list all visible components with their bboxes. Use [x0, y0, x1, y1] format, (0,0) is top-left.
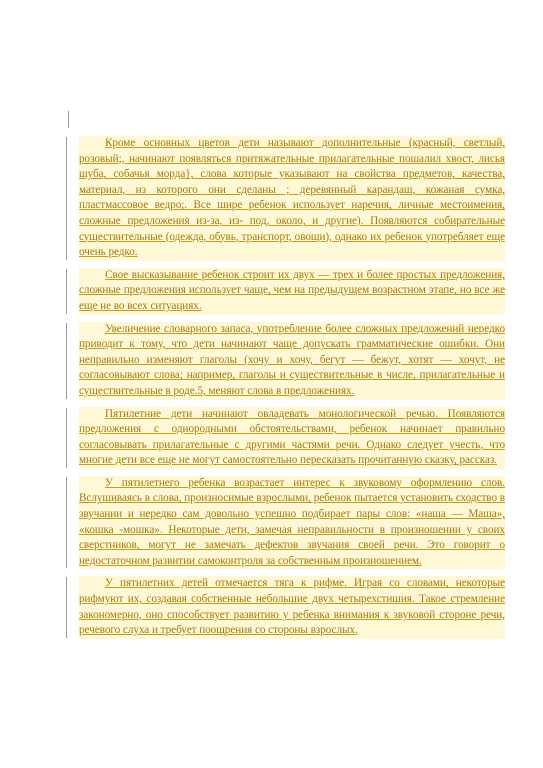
paragraph-5-text: У пятилетнего ребенка возрастает интерес к звуковому оформлению слов. Вслушиваясь в слова, произносимые взрослыми, ребенок пытается установить сходство в звучании и нередко сам довольно успешно подбирает пары слов: «наша — Маша», «кошка -мошка». Некоторые дети, замечая неправильности в произношении у своих сверстников, могут не замечать дефектов звучания своей речи. Это говорит о недостаточном развитии самоконтроля за собственным произношением.	[79, 476, 505, 567]
paragraph-6[interactable]	[79, 576, 505, 638]
change-bar	[66, 408, 67, 468]
paragraph-3[interactable]	[79, 322, 505, 400]
paragraph-4[interactable]	[79, 407, 505, 469]
document-body[interactable]	[79, 136, 505, 646]
paragraph-2-text: Свое высказывание ребенок строит их двух — трех и более простых предложения, сложные предложения использует чаще, чем на предыдущем возрастном этапе, но все же еще не во всех ситуациях.	[79, 268, 505, 312]
change-bar	[66, 477, 67, 569]
change-bar	[66, 137, 67, 260]
paragraph-4-text: Пятилетние дети начинают овладевать монологической речью. Появляются предложения с однородными обстоятельствами, ребенок начинает правильно согласовывать прилагательные с другими частями речи. Однако следует учесть, что многие дети все еще не могут самостоятельно пересказать прочитанную сказку, рассказ.	[79, 407, 505, 467]
paragraph-1-text: Кроме основных цветов дети называют дополнительные (красный, светлый, розовый;, начинают появляться притяжательные прилагательные пошалил хвост, лисья шуба, собачья морда}, слова которые указывают на свойства предметов, качества, материал, из которого они сделаны ; деревянный карандаш, кожаная сумка, пластмассовое ведро;. Все шире ребенок использует наречия, личные местоимения, сложные предложения из-за, из- под, около, и другие). Появляются собирательные существительные (одежда, обувь, транспорт, овощи), однако их ребенок употребляет еще очень редко.	[79, 137, 505, 259]
paragraph-2[interactable]	[79, 268, 505, 315]
paragraph-3-text: Увеличение словарного запаса, употребление более сложных предложений нередко приводит к тому, что дети начинают чаще допускать грамматические ошибки. Они неправильно изменяют глаголы (хочу и хочу, бегут — бежут, хотят — хочут, не согласовывают слова; например, глаголы и существительные в числе, прилагательные и существительные в роде.5, меняют слова в предложениях.	[79, 322, 505, 397]
paragraph-6-text: У пятилетних детей отмечается тяга к рифме. Играя со словами, некоторые рифмуют их, создавая собственные небольшие двух четырехстишия. Такое стремление закономерно, оно способствует развитию у ребенка внимания к звуковой стороне речи, речевого слуха и требует поощрения со стороны взрослых.	[79, 577, 505, 637]
change-bar	[66, 323, 67, 399]
text-cursor-mark	[68, 111, 69, 128]
change-bar	[66, 577, 67, 637]
change-bar	[66, 269, 67, 314]
paragraph-1[interactable]	[79, 136, 505, 261]
paragraph-5[interactable]	[79, 476, 505, 570]
